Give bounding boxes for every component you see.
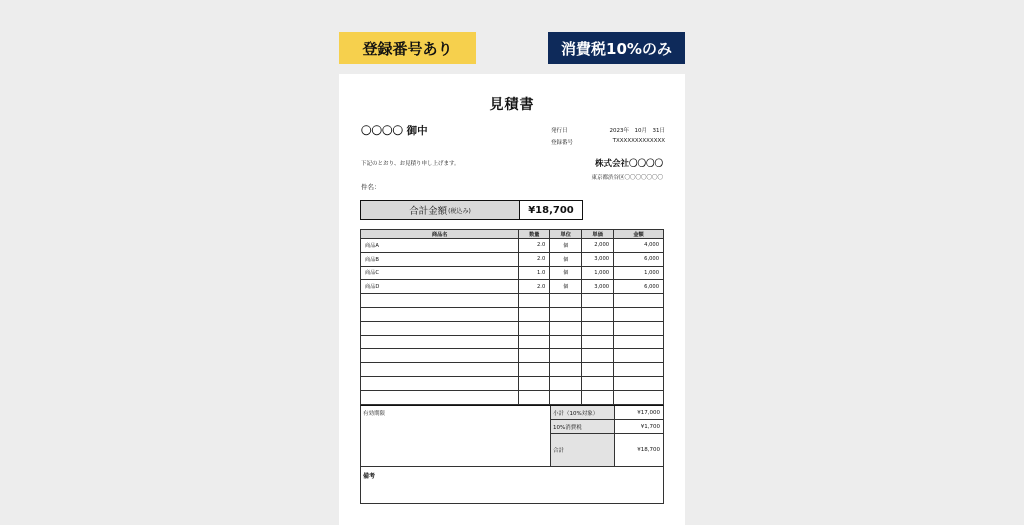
summary-section — [360, 405, 664, 467]
unit-price-cell — [582, 349, 614, 363]
quotation-sheet — [339, 74, 685, 525]
quantity-cell — [519, 321, 550, 335]
table-row — [361, 294, 664, 308]
subtotal-row — [551, 406, 663, 420]
table-row — [361, 252, 664, 266]
quantity-cell: 2.0 — [519, 280, 550, 294]
item-name-cell: 商品C — [361, 266, 519, 280]
table-row — [361, 307, 664, 321]
unit-price-cell — [582, 390, 614, 404]
item-name-cell — [361, 335, 519, 349]
registration-badge: 登録番号あり — [339, 32, 476, 64]
amount-cell: 6,000 — [614, 252, 664, 266]
unit-price-cell — [582, 307, 614, 321]
issue-date-label: 発行日 — [551, 128, 568, 134]
item-name-cell — [361, 349, 519, 363]
amount-cell — [614, 390, 664, 404]
unit-cell — [550, 294, 582, 308]
subtotal-label: 小計（10%対象） — [551, 406, 615, 419]
quantity-cell — [519, 363, 550, 377]
items-header-row — [361, 230, 664, 239]
issue-date-row — [551, 126, 665, 134]
tax-label: 10%消費税 — [551, 420, 615, 433]
quantity-cell: 2.0 — [519, 252, 550, 266]
tax-row — [551, 420, 663, 434]
registration-number-value: TXXXXXXXXXXXXX — [612, 138, 665, 144]
total-label-note: (税込み) — [448, 207, 471, 215]
unit-price-cell: 3,000 — [582, 280, 614, 294]
table-row — [361, 349, 664, 363]
unit-price-cell: 3,000 — [582, 252, 614, 266]
header-item-name: 商品名 — [361, 230, 519, 239]
unit-cell — [550, 376, 582, 390]
recipient: 〇〇〇〇 御中 — [361, 125, 428, 137]
total-amount-value: ¥18,700 — [528, 204, 574, 216]
quantity-cell — [519, 335, 550, 349]
total-amount-label — [361, 201, 520, 219]
amount-cell: 6,000 — [614, 280, 664, 294]
amount-cell — [614, 363, 664, 377]
issuer-company: 株式会社〇〇〇〇 — [594, 159, 663, 169]
summary-totals — [551, 406, 663, 466]
items-body — [361, 239, 664, 405]
header-unit-price: 単価 — [582, 230, 614, 239]
unit-cell: 個 — [550, 280, 582, 294]
registration-number-label: 登録番号 — [551, 140, 574, 146]
grand-total-row — [551, 434, 663, 466]
unit-cell — [550, 335, 582, 349]
unit-cell — [550, 363, 582, 377]
amount-cell — [614, 376, 664, 390]
table-row — [361, 363, 664, 377]
item-name-cell: 商品D — [361, 280, 519, 294]
subtotal-value: ¥17,000 — [637, 409, 660, 416]
amount-cell — [614, 335, 664, 349]
amount-cell — [614, 294, 664, 308]
total-label-text: 合計金額 — [409, 206, 448, 217]
issuer-address: 東京都渋谷区〇〇〇〇〇〇〇 — [591, 175, 663, 181]
table-row — [361, 335, 664, 349]
unit-cell — [550, 321, 582, 335]
item-name-cell: 商品A — [361, 239, 519, 253]
quantity-cell — [519, 349, 550, 363]
grand-total-label: 合計 — [551, 434, 615, 466]
unit-price-cell — [582, 294, 614, 308]
amount-cell — [614, 307, 664, 321]
unit-price-cell — [582, 363, 614, 377]
remarks-box — [360, 466, 664, 504]
intro-note: 下記のとおり、お見積り申し上げます。 — [361, 161, 460, 167]
table-row — [361, 239, 664, 253]
unit-price-cell: 1,000 — [582, 266, 614, 280]
unit-cell: 個 — [550, 239, 582, 253]
unit-cell: 個 — [550, 266, 582, 280]
table-row — [361, 321, 664, 335]
items-table — [360, 229, 664, 405]
item-name-cell — [361, 363, 519, 377]
unit-cell — [550, 390, 582, 404]
amount-cell — [614, 321, 664, 335]
total-amount-box — [360, 200, 583, 220]
unit-price-cell — [582, 335, 614, 349]
quantity-cell — [519, 294, 550, 308]
item-name-cell — [361, 390, 519, 404]
amount-cell — [614, 349, 664, 363]
amount-cell: 1,000 — [614, 266, 664, 280]
document-title: 見積書 — [489, 97, 535, 113]
unit-price-cell: 2,000 — [582, 239, 614, 253]
quantity-cell — [519, 307, 550, 321]
header-quantity: 数量 — [519, 230, 550, 239]
tax-value: ¥1,700 — [640, 423, 660, 430]
issue-date-value: 2023年 10月 31日 — [609, 128, 665, 134]
unit-cell — [550, 349, 582, 363]
validity-label: 有効期限 — [361, 406, 551, 466]
quantity-cell — [519, 376, 550, 390]
unit-cell — [550, 307, 582, 321]
table-row — [361, 390, 664, 404]
item-name-cell: 商品B — [361, 252, 519, 266]
registration-number-row — [551, 138, 665, 146]
table-row — [361, 280, 664, 294]
item-name-cell — [361, 294, 519, 308]
table-row — [361, 266, 664, 280]
remarks-label: 備考 — [363, 473, 376, 480]
subject-label: 件名： — [361, 183, 381, 191]
tax-badge: 消費税10%のみ — [548, 32, 685, 64]
header-unit: 単位 — [550, 230, 582, 239]
unit-price-cell — [582, 376, 614, 390]
quantity-cell: 2.0 — [519, 239, 550, 253]
quantity-cell — [519, 390, 550, 404]
unit-price-cell — [582, 321, 614, 335]
header-amount: 金額 — [614, 230, 664, 239]
unit-cell: 個 — [550, 252, 582, 266]
grand-total-value: ¥18,700 — [637, 447, 660, 453]
item-name-cell — [361, 307, 519, 321]
amount-cell: 4,000 — [614, 239, 664, 253]
table-row — [361, 376, 664, 390]
item-name-cell — [361, 321, 519, 335]
item-name-cell — [361, 376, 519, 390]
quantity-cell: 1.0 — [519, 266, 550, 280]
